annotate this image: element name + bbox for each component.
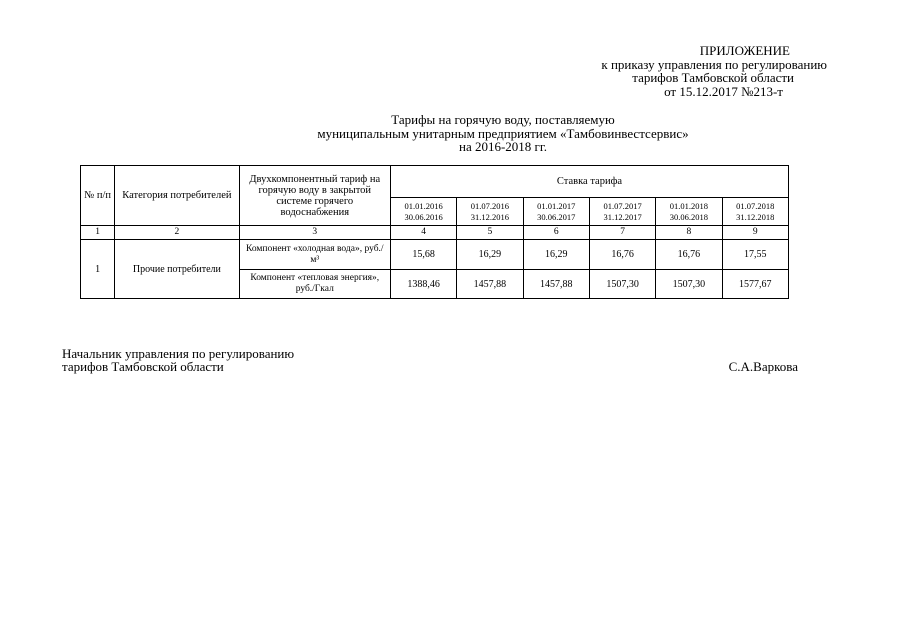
title-line-3: на 2016-2018 гг. xyxy=(458,139,547,154)
column-number: 9 xyxy=(722,226,788,240)
period-from: 01.07.2016 xyxy=(470,200,510,211)
tariff-value: 1507,30 xyxy=(589,270,655,299)
period-to: 31.12.2016 xyxy=(470,211,510,222)
period-to: 31.12.2018 xyxy=(736,211,775,222)
period-cell xyxy=(589,198,655,226)
tariff-value: 1457,88 xyxy=(523,270,589,299)
title-line-2: муниципальным унитарным предприятием «Тамбовинвестсервис» xyxy=(317,125,689,141)
period-to: 30.06.2018 xyxy=(669,211,709,222)
tariff-value: 15,68 xyxy=(390,240,456,270)
column-number: 8 xyxy=(656,226,722,240)
period-cell xyxy=(523,198,589,226)
tariff-value: 1457,88 xyxy=(457,270,523,299)
period-cell xyxy=(390,198,456,226)
column-number: 3 xyxy=(239,226,390,240)
period-from: 01.01.2018 xyxy=(669,200,709,211)
period-from: 01.07.2018 xyxy=(736,200,775,211)
appendix-title: ПРИЛОЖЕНИЕ xyxy=(699,43,790,58)
appendix-order-line: к приказу управления по регулированию xyxy=(601,56,827,72)
table-header-row xyxy=(81,166,789,198)
signer-name: С.А.Варкова xyxy=(728,359,798,374)
component-name: Компонент «тепловая энергия», руб./Гкал xyxy=(239,270,390,299)
title-line-1: Тарифы на горячую воду, поставляемую xyxy=(391,112,615,127)
period-cell xyxy=(656,198,722,226)
document-title xyxy=(250,113,756,154)
row-category: Прочие потребители xyxy=(115,240,239,299)
tariff-value: 1577,67 xyxy=(722,270,788,299)
appendix-date-line: от 15.12.2017 №213-т xyxy=(664,83,783,99)
tariff-value: 1388,46 xyxy=(390,270,456,299)
column-number: 4 xyxy=(390,226,456,240)
column-number: 6 xyxy=(523,226,589,240)
tariff-value: 17,55 xyxy=(722,240,788,270)
signer-position-line-1: Начальник управления по регулированию xyxy=(62,346,295,361)
period-from: 01.07.2017 xyxy=(603,200,642,211)
column-number: 2 xyxy=(115,226,239,240)
column-number: 5 xyxy=(457,226,523,240)
header-rate: Ставка тарифа xyxy=(390,166,788,198)
tariff-value: 16,29 xyxy=(457,240,523,270)
header-num: № п/п xyxy=(81,166,115,226)
tariff-value: 16,76 xyxy=(589,240,655,270)
signer-position xyxy=(62,347,294,373)
column-number: 7 xyxy=(589,226,655,240)
period-from: 01.01.2016 xyxy=(404,200,443,211)
row-num: 1 xyxy=(81,240,115,299)
tariff-table xyxy=(80,165,789,299)
tariff-value: 16,76 xyxy=(656,240,722,270)
period-from: 01.01.2017 xyxy=(537,200,576,211)
period-cell xyxy=(722,198,788,226)
appendix-header xyxy=(497,44,827,98)
header-tariff: Двухкомпонентный тариф на горячую воду в закрытой системе горячего водоснабжения xyxy=(239,166,390,226)
component-name: Компонент «холодная вода», руб./м³ xyxy=(239,240,390,270)
period-to: 30.06.2016 xyxy=(404,211,443,222)
appendix-authority-line: тарифов Тамбовской области xyxy=(632,70,794,85)
period-to: 30.06.2017 xyxy=(537,211,576,222)
tariff-value: 16,29 xyxy=(523,240,589,270)
period-cell xyxy=(457,198,523,226)
header-category: Категория потребителей xyxy=(115,166,239,226)
table-row xyxy=(81,240,789,270)
period-to: 31.12.2017 xyxy=(603,211,642,222)
column-number: 1 xyxy=(81,226,115,240)
signer-position-line-2: тарифов Тамбовской области xyxy=(62,359,224,374)
tariff-value: 1507,30 xyxy=(656,270,722,299)
table-column-number-row xyxy=(81,226,789,240)
